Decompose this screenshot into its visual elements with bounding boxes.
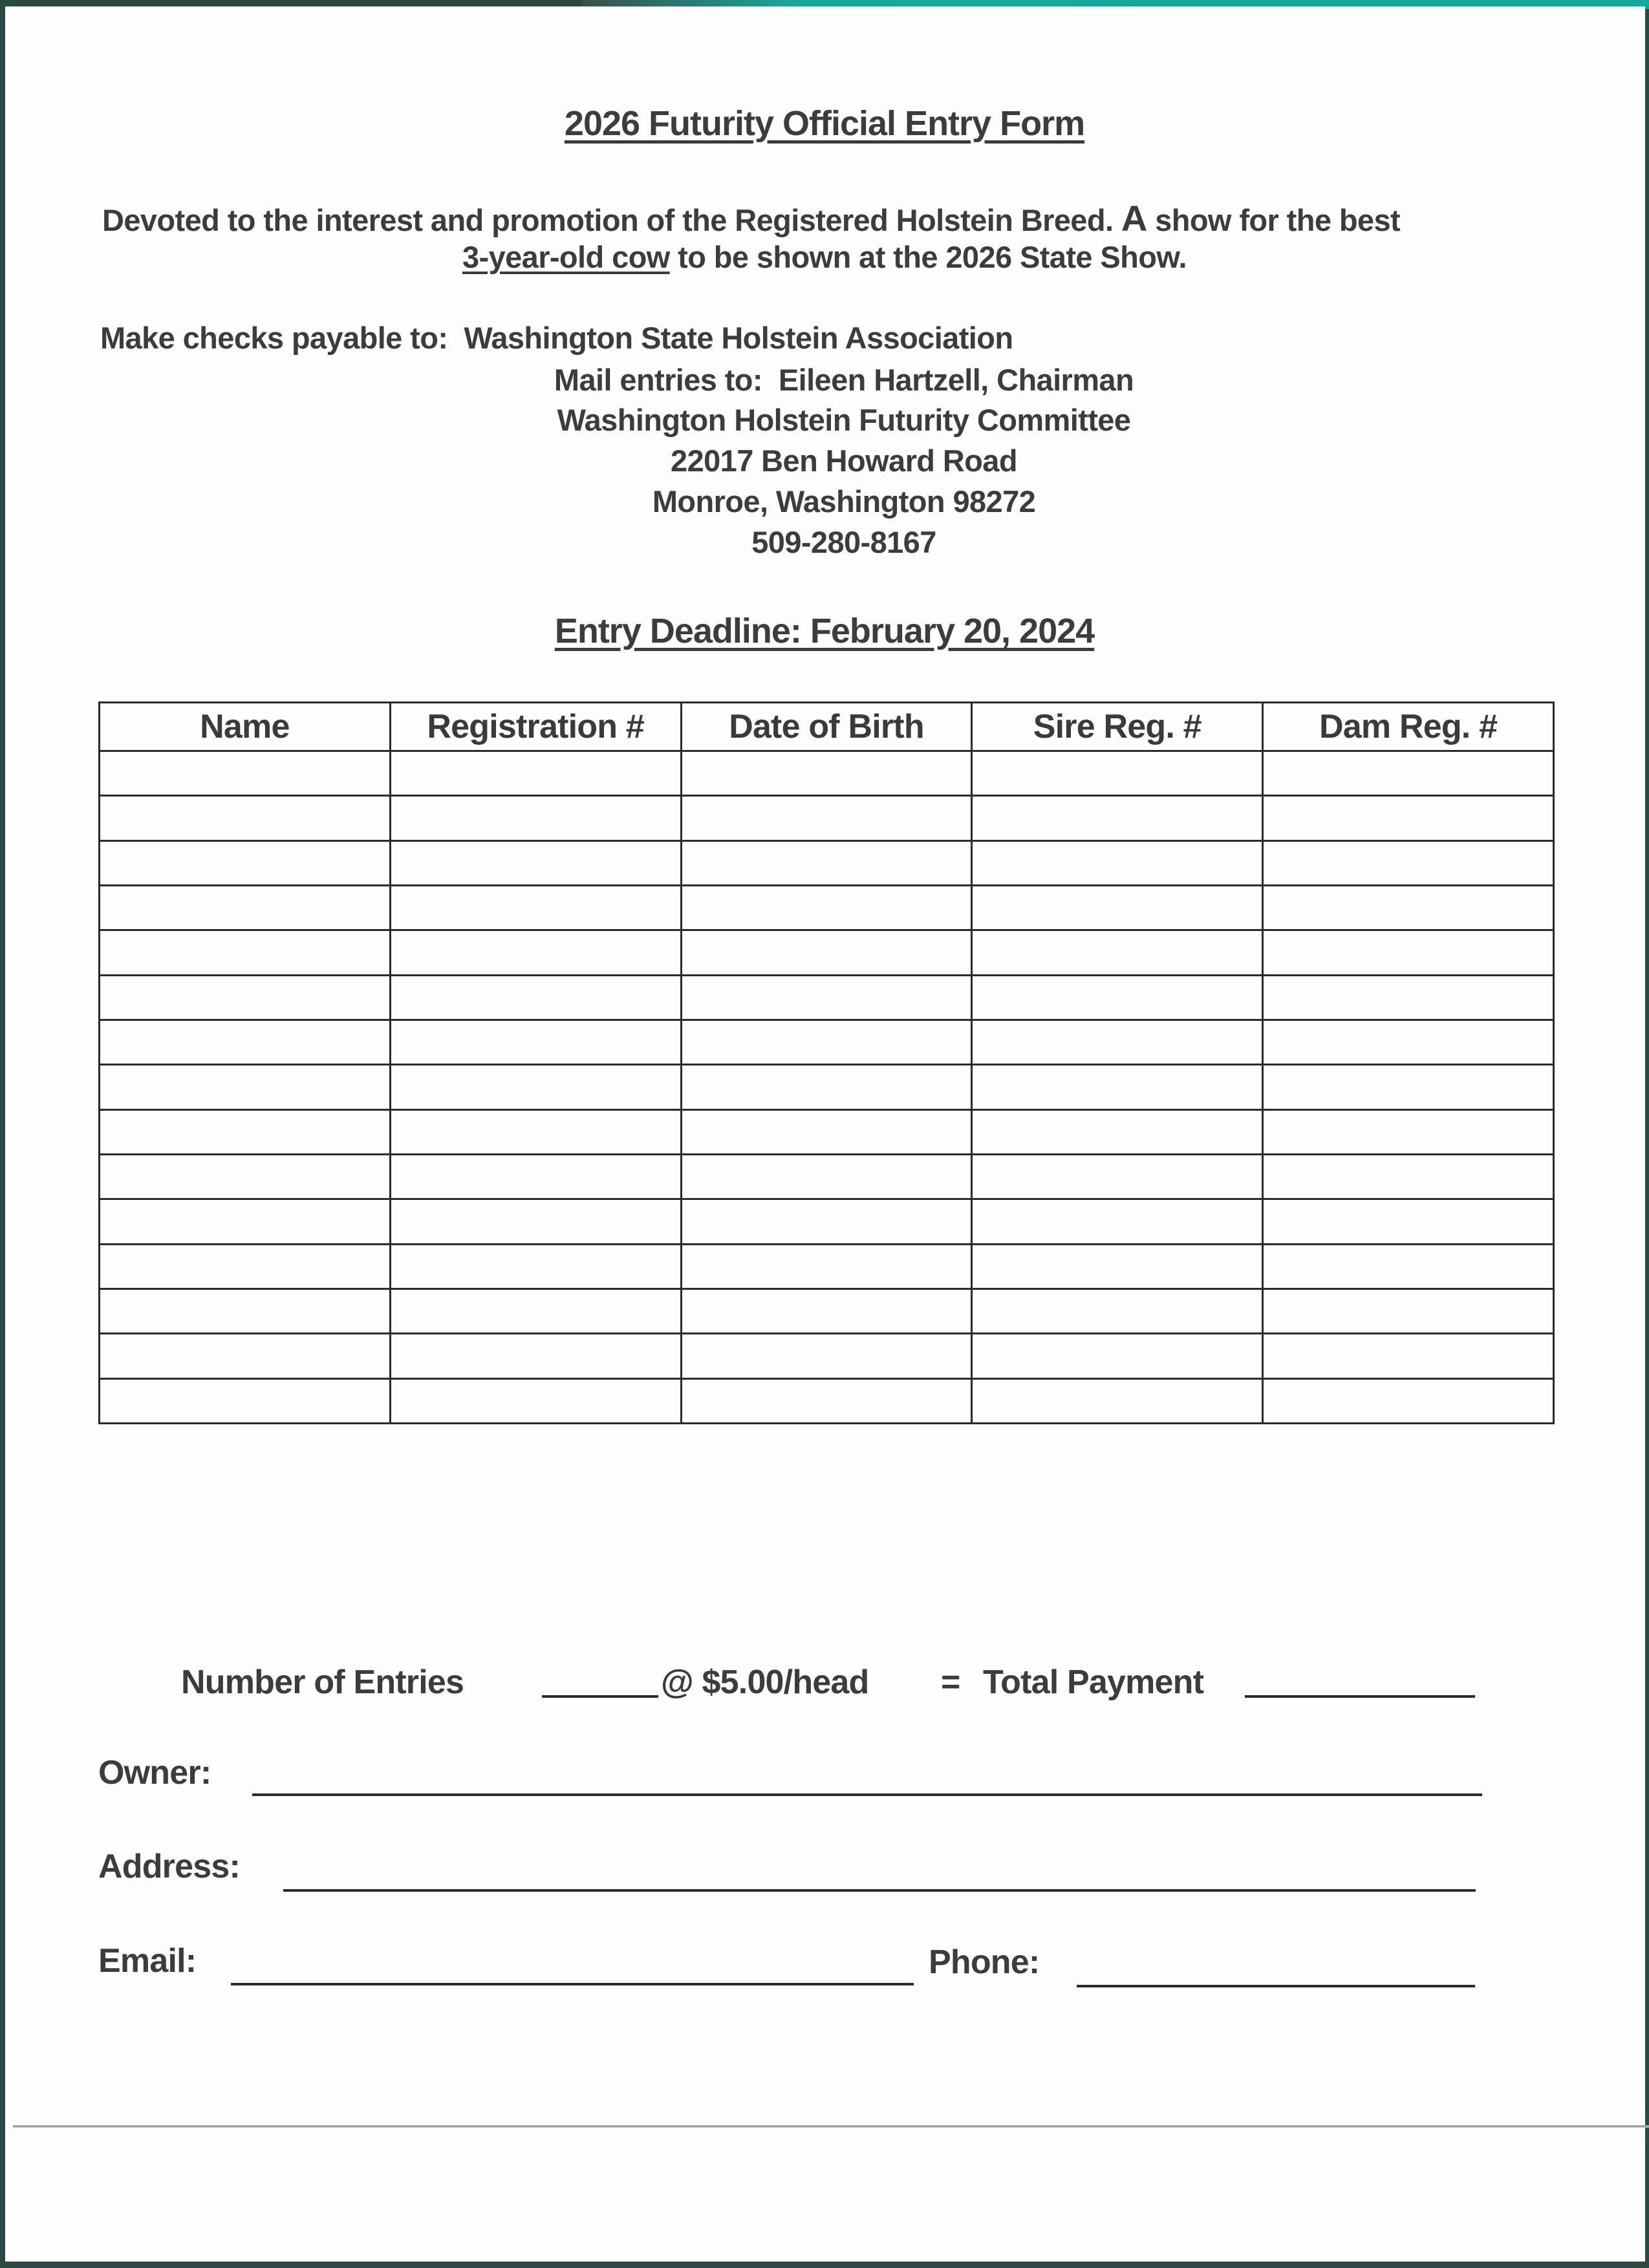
contact-phone: 509-280-8167 [751, 525, 936, 559]
table-cell-sire-reg [972, 796, 1263, 840]
registration-input[interactable] [391, 931, 680, 974]
table-cell-sire-reg [972, 1199, 1263, 1244]
column-header-name: Name [100, 703, 391, 751]
table-cell-dam-reg [1263, 975, 1554, 1020]
table-cell-dam-reg [1263, 796, 1554, 840]
table-cell-dam-reg [1263, 1154, 1554, 1199]
dam-reg-input[interactable] [1264, 1245, 1553, 1288]
table-cell-date-of-birth [681, 1154, 972, 1199]
name-input[interactable] [100, 1380, 389, 1422]
dam-reg-input[interactable] [1264, 1111, 1553, 1153]
table-row [100, 1020, 1554, 1064]
table-cell-registration [390, 885, 681, 930]
table-cell-dam-reg [1263, 1334, 1554, 1378]
registration-input[interactable] [391, 1065, 680, 1108]
table-row [100, 1244, 1554, 1289]
table-cell-dam-reg [1263, 1065, 1554, 1109]
table-cell-name [100, 840, 391, 885]
table-cell-date-of-birth [681, 1020, 972, 1064]
intro-text-c: to be shown at the 2026 State Show. [669, 240, 1187, 274]
total-payment-field[interactable] [1245, 1662, 1475, 1698]
dam-reg-input[interactable] [1264, 931, 1553, 974]
table-cell-date-of-birth [681, 1244, 972, 1289]
intro-line-1 [102, 197, 1400, 239]
address-label: Address: [98, 1848, 240, 1885]
table-cell-sire-reg [972, 1244, 1263, 1289]
registration-input[interactable] [391, 1200, 680, 1243]
dam-reg-input[interactable] [1264, 842, 1553, 884]
table-cell-dam-reg [1263, 1109, 1554, 1154]
table-cell-dam-reg [1263, 751, 1554, 796]
table-cell-name [100, 1020, 391, 1064]
date-of-birth-input[interactable] [682, 1290, 971, 1332]
sire-reg-input[interactable] [973, 1290, 1262, 1332]
email-field[interactable] [231, 1949, 914, 1985]
intro-big-a: A [1121, 198, 1147, 239]
table-cell-name [100, 930, 391, 975]
date-of-birth-input[interactable] [682, 1021, 971, 1064]
table-row [100, 1334, 1554, 1378]
form-title: 2026 Futurity Official Entry Form [564, 104, 1085, 143]
sire-reg-input[interactable] [973, 1021, 1262, 1064]
table-cell-name [100, 885, 391, 930]
intro-text-a: Devoted to the interest and promotion of the Registered Holstein Breed. [102, 203, 1121, 237]
table-cell-dam-reg [1263, 885, 1554, 930]
table-cell-name [100, 1378, 391, 1423]
city-state-zip: Monroe, Washington 98272 [652, 484, 1036, 519]
name-input[interactable] [100, 976, 389, 1019]
table-cell-date-of-birth [681, 930, 972, 975]
table-cell-date-of-birth [681, 975, 972, 1020]
table-cell-name [100, 796, 391, 840]
name-input[interactable] [100, 1245, 389, 1288]
mail-label: Mail entries to: [554, 363, 762, 397]
table-cell-registration [390, 796, 681, 840]
table-header-row [100, 703, 1554, 751]
sire-reg-input[interactable] [973, 797, 1262, 839]
table-row [100, 751, 1554, 796]
table-cell-name [100, 1289, 391, 1333]
sire-reg-input[interactable] [973, 752, 1262, 795]
name-input[interactable] [100, 842, 389, 884]
total-payment-label: Total Payment [983, 1664, 1204, 1701]
equals-sign: = [941, 1664, 960, 1701]
sire-reg-input[interactable] [973, 1200, 1262, 1243]
table-row [100, 885, 1554, 930]
dam-reg-input[interactable] [1264, 752, 1553, 795]
registration-input[interactable] [391, 1021, 680, 1064]
date-of-birth-input[interactable] [682, 797, 971, 839]
entry-deadline: Entry Deadline: February 20, 2024 [554, 612, 1095, 650]
registration-input[interactable] [391, 752, 680, 795]
table-row [100, 1199, 1554, 1244]
sire-reg-input[interactable] [973, 1245, 1262, 1288]
name-input[interactable] [100, 1111, 389, 1153]
page-fold-line [13, 2125, 1649, 2128]
table-cell-dam-reg [1263, 1020, 1554, 1064]
dam-reg-input[interactable] [1264, 1200, 1553, 1243]
table-cell-sire-reg [972, 751, 1263, 796]
table-cell-registration [390, 751, 681, 796]
table-cell-date-of-birth [681, 1334, 972, 1378]
table-cell-date-of-birth [681, 1109, 972, 1154]
date-of-birth-input[interactable] [682, 1111, 971, 1153]
table-cell-date-of-birth [681, 1199, 972, 1244]
table-cell-sire-reg [972, 1065, 1263, 1109]
table-cell-date-of-birth [681, 751, 972, 796]
registration-input[interactable] [391, 1155, 680, 1198]
column-header-dam-reg: Dam Reg. # [1263, 703, 1554, 751]
table-cell-sire-reg [972, 1020, 1263, 1064]
table-row [100, 975, 1554, 1020]
date-of-birth-input[interactable] [682, 1155, 971, 1198]
table-cell-date-of-birth [681, 796, 972, 840]
column-header-date-of-birth: Date of Birth [681, 703, 972, 751]
checks-payable-line [100, 320, 1013, 356]
registration-input[interactable] [391, 842, 680, 884]
date-of-birth-input[interactable] [682, 752, 971, 795]
committee-name: Washington Holstein Futurity Committee [557, 403, 1131, 437]
table-cell-date-of-birth [681, 1289, 972, 1333]
table-cell-date-of-birth [681, 1065, 972, 1109]
table-cell-sire-reg [972, 1154, 1263, 1199]
sire-reg-input[interactable] [973, 931, 1262, 974]
table-cell-dam-reg [1263, 1289, 1554, 1333]
dam-reg-input[interactable] [1264, 886, 1553, 929]
table-cell-date-of-birth [681, 840, 972, 885]
name-input[interactable] [100, 931, 389, 974]
table-cell-sire-reg [972, 1334, 1263, 1378]
owner-field[interactable] [252, 1760, 1482, 1796]
phone-label: Phone: [929, 1943, 1040, 1981]
table-cell-sire-reg [972, 885, 1263, 930]
sire-reg-input[interactable] [973, 1155, 1262, 1198]
column-header-sire-reg: Sire Reg. # [972, 703, 1263, 751]
sire-reg-input[interactable] [973, 1065, 1262, 1108]
date-of-birth-input[interactable] [682, 931, 971, 974]
date-of-birth-input[interactable] [682, 1380, 971, 1422]
dam-reg-input[interactable] [1264, 976, 1553, 1019]
name-input[interactable] [100, 797, 389, 839]
street-address: 22017 Ben Howard Road [671, 444, 1017, 478]
table-cell-sire-reg [972, 1378, 1263, 1423]
dam-reg-input[interactable] [1264, 797, 1553, 839]
sire-reg-input[interactable] [973, 976, 1262, 1019]
table-cell-registration [390, 930, 681, 975]
table-cell-name [100, 1244, 391, 1289]
intro-underlined-cow: 3-year-old cow [462, 240, 670, 274]
name-input[interactable] [100, 1334, 389, 1377]
table-cell-dam-reg [1263, 840, 1554, 885]
table-cell-name [100, 1065, 391, 1109]
table-cell-name [100, 1334, 391, 1378]
intro-text-b: show for the best [1147, 203, 1401, 237]
table-row [100, 1109, 1554, 1154]
sire-reg-input[interactable] [973, 1111, 1262, 1153]
date-of-birth-input[interactable] [682, 842, 971, 884]
name-input[interactable] [100, 1200, 389, 1243]
address-field[interactable] [283, 1856, 1476, 1892]
owner-label: Owner: [98, 1754, 211, 1792]
email-label: Email: [98, 1942, 197, 1980]
sire-reg-input[interactable] [973, 886, 1262, 929]
table-cell-registration [390, 1378, 681, 1423]
intro-line-2 [0, 239, 1649, 275]
table-cell-registration [390, 1199, 681, 1244]
table-cell-sire-reg [972, 840, 1263, 885]
name-input[interactable] [100, 752, 389, 795]
table-cell-dam-reg [1263, 930, 1554, 975]
table-cell-registration [390, 1020, 681, 1064]
rate-label: @ $5.00/head [661, 1664, 869, 1701]
registration-input[interactable] [391, 797, 680, 839]
dam-reg-input[interactable] [1264, 1334, 1553, 1377]
date-of-birth-input[interactable] [682, 886, 971, 929]
table-cell-registration [390, 975, 681, 1020]
date-of-birth-input[interactable] [682, 1065, 971, 1108]
table-cell-date-of-birth [681, 1378, 972, 1423]
number-of-entries-label: Number of Entries [181, 1664, 464, 1701]
name-input[interactable] [100, 1290, 389, 1332]
sire-reg-input[interactable] [973, 1380, 1262, 1422]
table-cell-registration [390, 1065, 681, 1109]
entries-table [98, 701, 1555, 1424]
table-cell-date-of-birth [681, 885, 972, 930]
mail-name: Eileen Hartzell, Chairman [778, 363, 1134, 397]
sire-reg-input[interactable] [973, 842, 1262, 884]
table-cell-name [100, 751, 391, 796]
mail-entries-line [19, 362, 1649, 398]
table-cell-registration [390, 1244, 681, 1289]
table-row [100, 930, 1554, 975]
date-of-birth-input[interactable] [682, 1245, 971, 1288]
table-cell-sire-reg [972, 930, 1263, 975]
name-input[interactable] [100, 1155, 389, 1198]
table-cell-registration [390, 1154, 681, 1199]
dam-reg-input[interactable] [1264, 1021, 1553, 1064]
registration-input[interactable] [391, 1290, 680, 1332]
table-cell-registration [390, 840, 681, 885]
table-cell-dam-reg [1263, 1378, 1554, 1423]
checks-payee: Washington State Holstein Association [464, 321, 1013, 355]
registration-input[interactable] [391, 1334, 680, 1377]
registration-input[interactable] [391, 1380, 680, 1422]
registration-input[interactable] [391, 1245, 680, 1288]
table-cell-dam-reg [1263, 1199, 1554, 1244]
table-cell-sire-reg [972, 1109, 1263, 1154]
phone-field[interactable] [1077, 1951, 1475, 1987]
table-cell-sire-reg [972, 1289, 1263, 1333]
table-row [100, 1378, 1554, 1423]
table-cell-sire-reg [972, 975, 1263, 1020]
table-cell-name [100, 1154, 391, 1199]
table-cell-name [100, 1199, 391, 1244]
dam-reg-input[interactable] [1264, 1290, 1553, 1332]
dam-reg-input[interactable] [1264, 1155, 1553, 1198]
registration-input[interactable] [391, 886, 680, 929]
registration-input[interactable] [391, 1111, 680, 1153]
number-of-entries-field[interactable] [542, 1662, 658, 1698]
table-cell-name [100, 975, 391, 1020]
table-cell-dam-reg [1263, 1244, 1554, 1289]
date-of-birth-input[interactable] [682, 976, 971, 1019]
table-row [100, 1289, 1554, 1333]
dam-reg-input[interactable] [1264, 1065, 1553, 1108]
table-cell-registration [390, 1289, 681, 1333]
table-row [100, 840, 1554, 885]
entries-table-body [100, 751, 1554, 1424]
checks-label: Make checks payable to: [100, 321, 448, 355]
table-cell-name [100, 1109, 391, 1154]
table-cell-registration [390, 1109, 681, 1154]
name-input[interactable] [100, 1021, 389, 1064]
registration-input[interactable] [391, 976, 680, 1019]
column-header-registration: Registration # [390, 703, 681, 751]
sire-reg-input[interactable] [973, 1334, 1262, 1377]
date-of-birth-input[interactable] [682, 1200, 971, 1243]
dam-reg-input[interactable] [1264, 1380, 1553, 1422]
table-row [100, 796, 1554, 840]
name-input[interactable] [100, 886, 389, 929]
table-row [100, 1154, 1554, 1199]
table-cell-registration [390, 1334, 681, 1378]
date-of-birth-input[interactable] [682, 1334, 971, 1377]
name-input[interactable] [100, 1065, 389, 1108]
table-row [100, 1065, 1554, 1109]
